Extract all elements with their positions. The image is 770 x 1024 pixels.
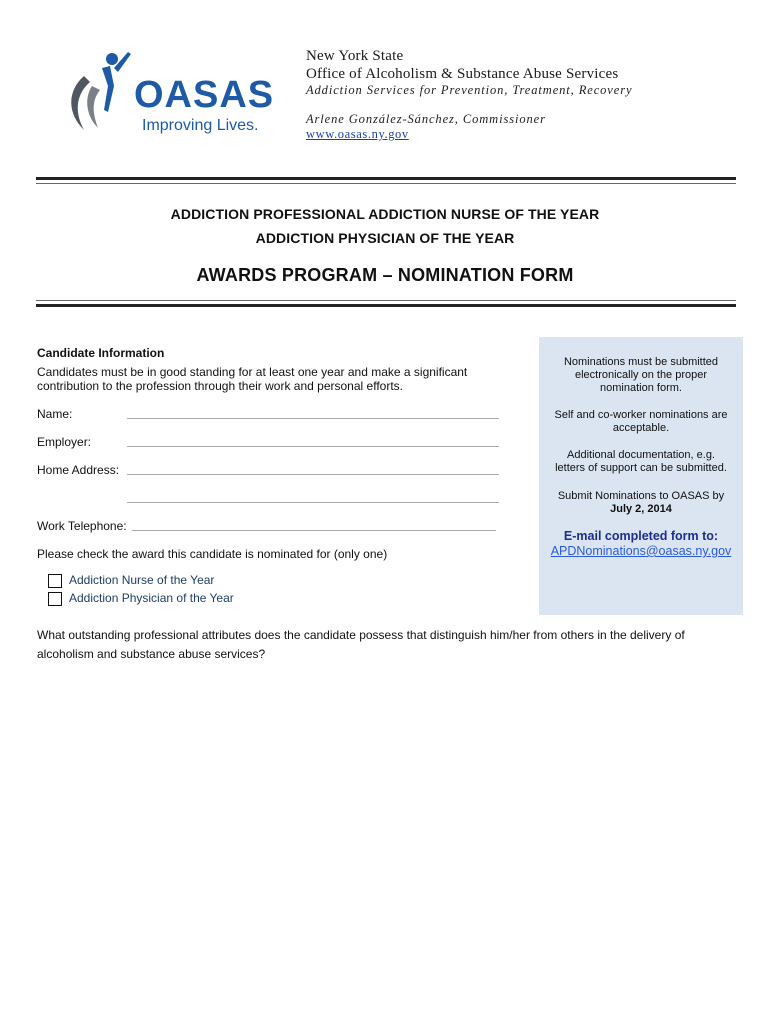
sidebar-text: letters of support can be submitted.: [555, 462, 727, 474]
nurse-option-label: Addiction Nurse of the Year: [69, 573, 215, 587]
email-link[interactable]: APDNominations@oasas.ny.gov: [550, 544, 732, 558]
sidebar-text: electronically on the proper: [574, 369, 708, 381]
sidebar-text: Self and co-worker nominations are: [554, 409, 728, 421]
work-telephone-field[interactable]: [132, 530, 496, 531]
sidebar-text: Nominations must be submitted: [563, 356, 719, 368]
deadline-date: July 2, 2014: [610, 503, 672, 515]
sidebar-note-self-nomination: [539, 409, 743, 435]
header-services: Addiction Services for Prevention, Treatment, Recovery: [306, 83, 633, 97]
employer-field[interactable]: [127, 446, 499, 447]
attributes-question-1: What outstanding professional attributes does the candidate possess that distinguish him/her from others in the delivery of: [37, 628, 685, 642]
top-rule-thin: [36, 183, 736, 184]
physician-checkbox[interactable]: [48, 592, 62, 606]
header-office: Office of Alcoholism & Substance Abuse Services: [306, 66, 619, 82]
home-address-field-2[interactable]: [127, 502, 499, 503]
nomination-info-sidebar: [539, 337, 743, 615]
sidebar-note-documentation: [539, 449, 743, 475]
attributes-question-2: alcoholism and substance abuse services?: [37, 647, 266, 661]
sidebar-text: nomination form.: [600, 382, 682, 394]
header-commissioner: Arlene González-Sánchez, Commissioner: [306, 112, 546, 126]
header-state: New York State: [306, 48, 404, 64]
home-address-label: Home Address:: [37, 463, 120, 477]
mid-rule: [36, 304, 736, 307]
award-title-1: ADDICTION PROFESSIONAL ADDICTION NURSE OF THE YEAR: [170, 206, 600, 222]
award-title-2: ADDICTION PHYSICIAN OF THE YEAR: [255, 230, 515, 246]
top-rule: [36, 177, 736, 180]
logo-wordmark: OASAS: [134, 74, 275, 116]
sidebar-text: Submit Nominations to OASAS by: [557, 490, 725, 502]
form-title: AWARDS PROGRAM – NOMINATION FORM: [196, 265, 574, 285]
sidebar-note-deadline: [539, 490, 743, 516]
name-field[interactable]: [127, 418, 499, 419]
email-heading: E-mail completed form to:: [563, 529, 719, 543]
sidebar-note-submission: [539, 356, 743, 395]
intro-text-1: Candidates must be in good standing for at least one year and make a significant: [37, 365, 468, 379]
name-label: Name:: [37, 407, 73, 421]
mid-rule-thin: [36, 300, 736, 301]
sidebar-text: Additional documentation, e.g.: [567, 449, 715, 461]
intro-text-2: contribution to the profession through their work and personal efforts.: [37, 379, 403, 393]
candidate-info-heading: Candidate Information: [37, 346, 165, 360]
header-website-link[interactable]: www.oasas.ny.gov: [306, 127, 409, 141]
sidebar-text: acceptable.: [612, 422, 670, 434]
nurse-checkbox[interactable]: [48, 574, 62, 588]
logo-tagline: Improving Lives.: [142, 117, 259, 134]
physician-option-label: Addiction Physician of the Year: [69, 591, 234, 605]
work-telephone-label: Work Telephone:: [37, 519, 127, 533]
home-address-field[interactable]: [127, 474, 499, 475]
oasas-logo: [62, 46, 275, 142]
employer-label: Employer:: [37, 435, 92, 449]
award-prompt: Please check the award this candidate is nominated for (only one): [37, 547, 388, 561]
